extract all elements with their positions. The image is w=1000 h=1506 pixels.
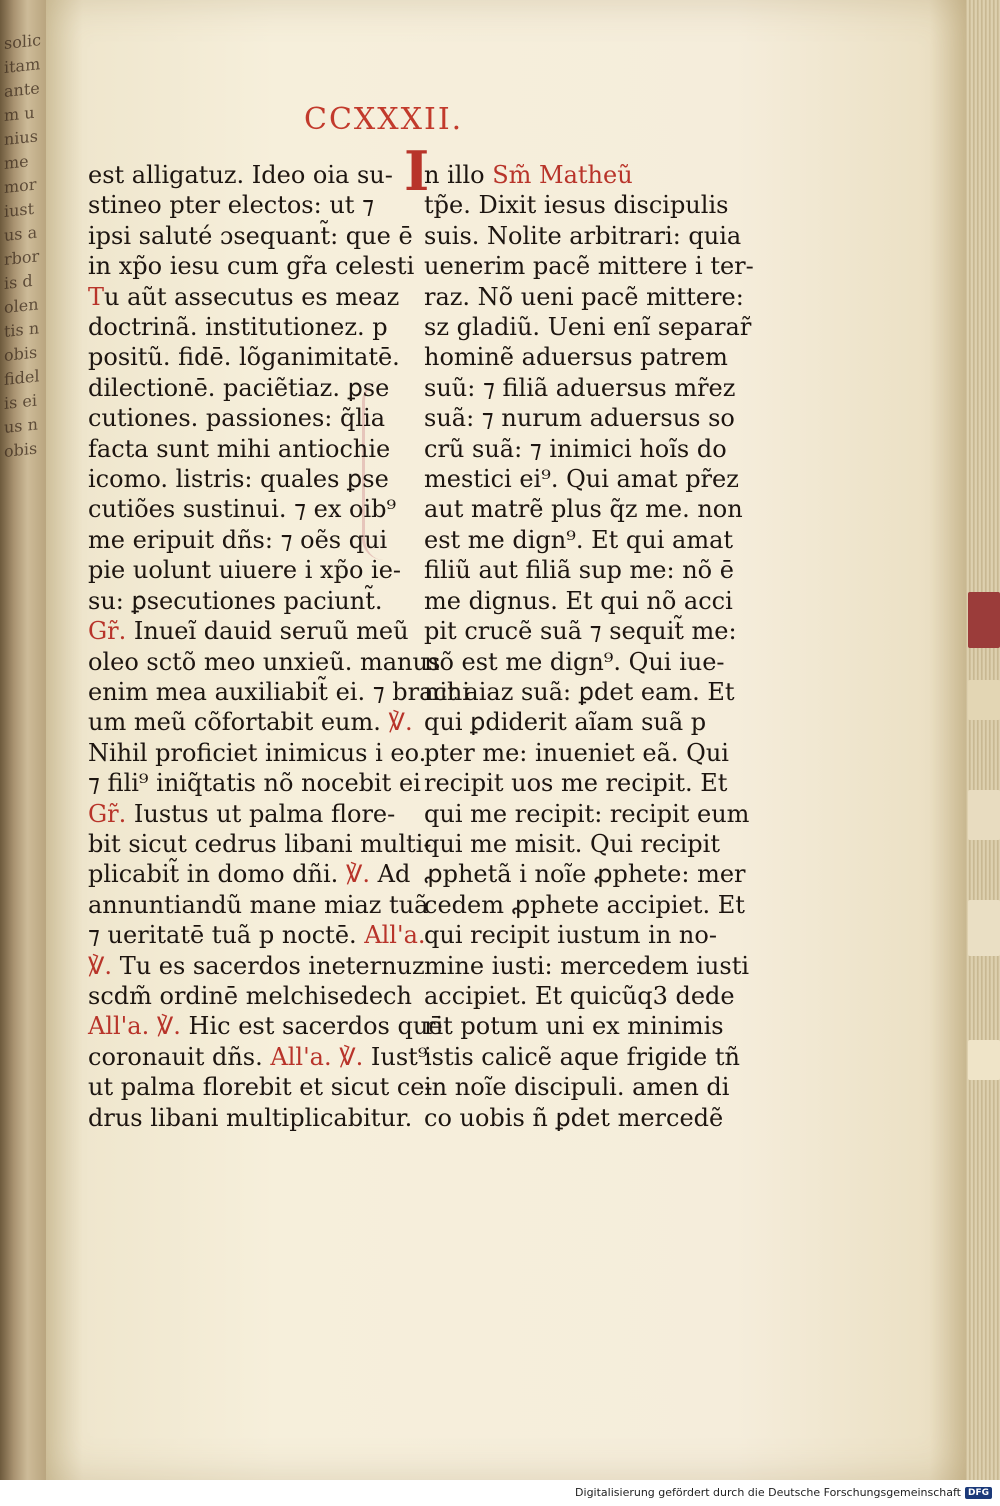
rubric-text: All'a. [364,921,426,950]
decorated-initial: I [404,139,430,203]
text-segment: est me dign⁹. Et qui amat [424,525,734,554]
text-segment: nõ est me dign⁹. Qui iue- [424,647,725,676]
text-segment: doctrinã. institutionez. p [88,313,388,342]
text-segment: positũ. fidē. lõganimitatē. [88,343,400,372]
rubric-text: Gr̃. [88,799,134,828]
text-segment: cedem ꝓphete accipiet. Et [424,890,745,919]
text-segment: ⁊ ueritatē tuã p noctē. [88,921,365,950]
rubric-initial: T [88,282,105,311]
text-segment: annuntiandũ mane miaz tuã [88,890,429,919]
text-segment: qui me recipit: recipit eum [424,799,750,828]
text-line [424,859,746,889]
bookmark-tab [968,1040,1000,1080]
text-segment: suã: ⁊ nurum aduersus so [424,404,735,433]
text-segment: raz. Nõ ueni pacẽ mittere: [424,282,744,311]
text-segment: qui me misit. Qui recipit [424,829,720,858]
text-segment: facta sunt mihi antiochie [88,434,391,463]
text-line [88,1072,433,1102]
text-line [88,981,412,1011]
text-segment: coronauit dñs. [88,1042,271,1071]
text-segment: pter me: inueniet eã. Qui [424,738,729,767]
text-line [88,555,402,585]
text-segment: qui ꝑdiderit aĩam suã p [424,708,707,737]
text-segment: suũ: ⁊ filiã aduersus mr̃ez [424,373,736,402]
text-line [88,799,396,829]
text-segment: Iustus ut palma flore- [133,799,396,828]
rubric-text: All'a. ℣. [270,1042,364,1071]
text-segment: ut palma florebit et sicut ce- [88,1073,433,1102]
text-line [88,160,393,190]
text-segment: crũ suã: ⁊ inimici hoĩs do [424,434,727,463]
text-segment: ⁊ fili⁹ iniq̃tatis nõ nocebit ei [88,769,421,798]
text-line [424,494,743,524]
text-line [88,403,388,433]
text-segment: mine iusti: mercedem iusti [424,951,750,980]
rubric-text: Gr̃. [88,617,134,646]
text-line [424,251,754,281]
text-line [424,677,735,707]
text-segment: cutiones. passiones: q̃lia [88,404,386,433]
text-line [424,1103,724,1133]
text-segment: rit potum uni ex minimis [424,1012,724,1041]
text-line [424,738,729,768]
text-line [424,525,734,555]
text-line [424,1011,724,1041]
text-line [88,221,413,251]
text-line [88,677,470,707]
text-segment: su: ꝑsecutiones paciunt̃. [88,586,383,615]
text-segment: icomo. listris: quales ꝑse [88,465,389,494]
text-segment: uenerim pacẽ mittere i ter- [424,252,754,281]
text-segment: sz gladiũ. Ueni enĩ separar̃ [424,313,752,342]
text-segment: pie uolunt uiuere i xp̃o ie- [88,556,402,585]
text-segment: est alligatuz. Ideo oia su- [88,161,393,189]
text-line [88,890,429,920]
text-line [88,494,397,524]
text-segment: ipsi saluté ɔsequant̃: que ē [88,221,413,250]
text-line [424,951,750,981]
text-segment: suis. Nolite arbitrari: quia [424,221,742,250]
text-line [424,920,724,950]
text-segment: accipiet. Et quicũq3 dede [424,981,735,1010]
text-segment: Hic est sacerdos quē [188,1012,443,1041]
right-text-column [424,160,754,1133]
text-segment: istis calicẽ aque frigide tñ [424,1042,740,1071]
text-segment: bit sicut cedrus libani multi- [88,829,432,858]
text-line [424,373,736,403]
text-line [424,555,734,585]
text-line [424,342,728,372]
text-line [424,616,737,646]
bookmark-tab [968,680,1000,720]
text-segment: nit aiaz suã: ꝑdet eam. Et [424,677,735,706]
text-segment: scdm̃ ordinē melchisedech [88,981,412,1010]
text-line [88,586,388,616]
text-segment: Iust⁹ [363,1042,428,1071]
text-segment: pit crucẽ suã ⁊ sequit̃ me: [424,617,737,646]
text-line [88,373,388,403]
bookmark-tab [968,900,1000,956]
digitization-credit [575,1486,992,1499]
text-line [88,464,388,494]
text-line [88,738,427,768]
text-segment: hominẽ aduersus patrem [424,343,728,372]
text-line [424,1072,730,1102]
text-line [424,707,724,737]
text-line [88,707,413,737]
text-line [424,282,744,312]
text-line [424,981,735,1011]
text-line [424,464,739,494]
rubric-text: All'a. ℣. [88,1012,189,1041]
text-line [424,890,745,920]
text-segment: cutiões sustinui. ⁊ ex oib⁹ [88,495,397,524]
text-line [424,799,750,829]
text-segment: oleo sctõ meo unxieũ. manus [88,647,441,676]
text-segment: mestici ei⁹. Qui amat pr̃ez [424,465,739,494]
text-segment: in noĩe discipuli. amen di [424,1073,730,1102]
text-segment: dilectionē. paciẽtiaz. ꝑse [88,373,390,402]
text-line [88,1011,443,1041]
text-segment: n illo [424,161,493,189]
text-line [424,190,729,220]
text-line [88,190,388,220]
rubric-text: Sm̃ Matheũ [492,161,633,189]
text-line [88,829,432,859]
text-line [88,951,425,981]
rubric-text: ℣. [345,860,370,889]
text-line [88,1042,428,1072]
bookmark-tab [968,790,1000,840]
text-segment: stineo pter electos: ut ⁊ [88,191,374,220]
text-line [88,434,391,464]
text-segment: Tu es sacerdos ineternuz [119,951,425,980]
text-line [424,829,724,859]
text-segment: ꝓphetã i noĩe ꝓphete: mer [424,860,746,889]
text-segment: co uobis ñ ꝑdet mercedẽ [424,1103,724,1132]
text-line [88,312,388,342]
text-line [88,1103,413,1133]
folio-number: CCXXXII. [304,102,464,137]
text-line [424,586,733,616]
text-segment: me dignus. Et qui nõ acci [424,586,733,615]
text-line [88,647,441,677]
page-block-edge [966,0,1000,1480]
text-segment: enim mea auxiliabit̃ ei. ⁊ brachi [88,677,470,706]
text-line [88,920,426,950]
text-segment: in xp̃o iesu cum gr̃a celesti [88,252,415,281]
text-segment: me eripuit dñs: ⁊ oẽs qui [88,525,388,554]
text-segment: Inueĩ dauid seruũ meũ [133,617,409,646]
rubric-text: ℣. [388,708,413,737]
text-line [88,859,411,889]
facing-page-text: solicitam antem unius memor iustus arboris dolentis nobis fidelis eius nobis [4,30,42,461]
text-segment: filiũ aut filiã sup me: nõ ē [424,556,734,585]
text-line [424,312,752,342]
text-segment: um meũ cõfortabit eum. [88,708,389,737]
text-segment: u aũt assecutus es meaz [104,282,400,311]
text-line [88,282,400,312]
text-line [88,251,415,281]
dfg-logo: DFG [965,1487,992,1499]
text-line [424,221,742,251]
text-line [424,647,724,677]
text-segment: plicabit̃ in domo dñi. [88,860,346,889]
text-line [424,160,724,190]
text-segment: tp̃e. Dixit iesus discipulis [424,191,729,220]
text-line [424,403,735,433]
text-segment: drus libani multiplicabitur. [88,1103,413,1132]
text-line [424,1042,740,1072]
text-segment: Ad [370,860,411,889]
bookmark-tab [968,592,1000,648]
text-segment: aut matrẽ plus q̃z me. non [424,495,743,524]
text-segment: qui recipit iustum in no- [424,921,717,950]
facing-page-edge [0,0,46,1480]
text-segment: recipit uos me recipit. Et [424,769,728,798]
text-line [88,768,421,798]
text-line [88,525,388,555]
text-line [424,768,728,798]
text-line [424,434,727,464]
rubric-text: ℣. [88,951,120,980]
credit-text: Digitalisierung gefördert durch die Deutsche Forschungsgemeinschaft [575,1486,961,1499]
text-segment: Nihil proficiet inimicus i eo. [88,738,427,767]
text-line [88,616,409,646]
text-line [88,342,400,372]
